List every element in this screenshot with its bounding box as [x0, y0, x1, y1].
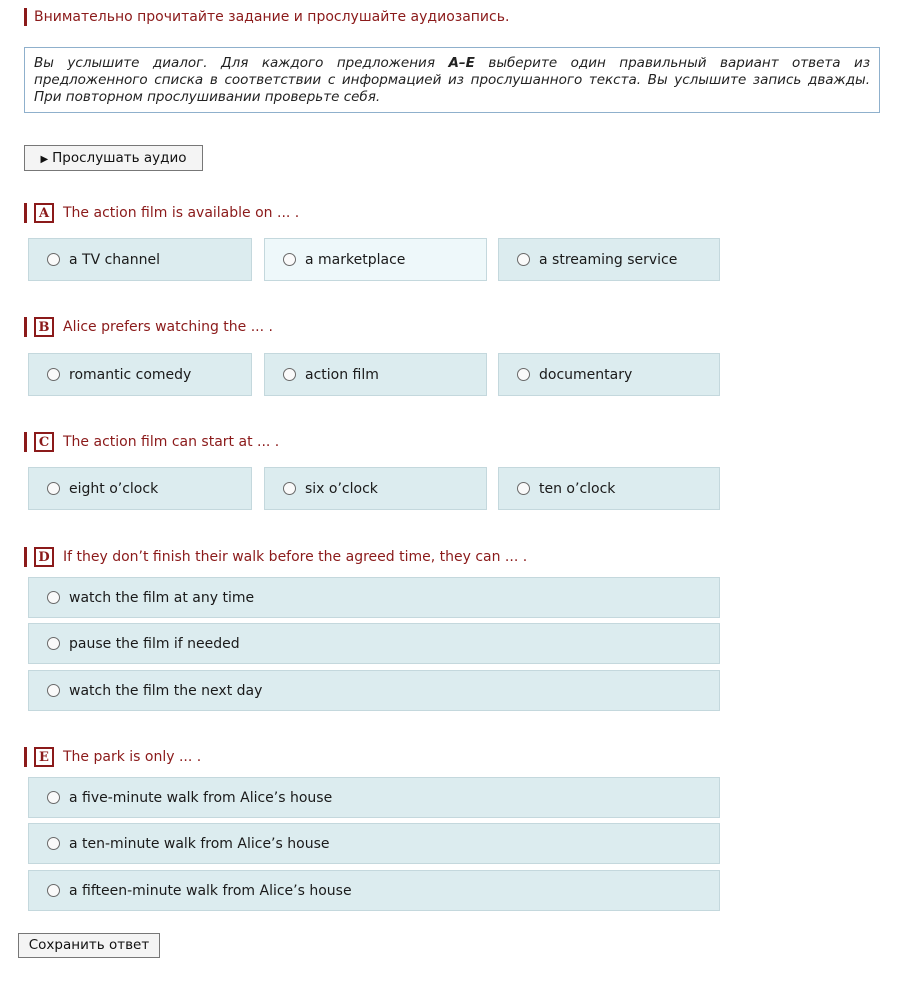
option-label: romantic comedy: [69, 366, 192, 383]
option-label: action film: [305, 366, 379, 383]
radio-button[interactable]: [283, 368, 296, 381]
play-audio-button[interactable]: [24, 145, 203, 171]
radio-button[interactable]: [47, 684, 60, 697]
question-b: [24, 316, 273, 338]
question-letter-box: C: [34, 432, 54, 452]
option-d3[interactable]: [28, 670, 720, 711]
task-text-bold: A–E: [448, 55, 475, 71]
question-marker: [24, 317, 27, 337]
option-a3[interactable]: [498, 238, 720, 281]
radio-button[interactable]: [47, 253, 60, 266]
question-marker: [24, 203, 27, 223]
question-letter-box: A: [34, 203, 54, 223]
radio-button[interactable]: [47, 884, 60, 897]
task-description: [24, 47, 880, 113]
option-e3[interactable]: [28, 870, 720, 911]
question-letter-box: B: [34, 317, 54, 337]
question-e: [24, 746, 201, 768]
question-text: The action film can start at ... .: [63, 434, 280, 450]
option-label: eight o’clock: [69, 480, 159, 497]
question-marker: [24, 747, 27, 767]
task-text-part1: Вы услышите диалог. Для каждого предложения: [34, 55, 449, 71]
radio-button[interactable]: [283, 482, 296, 495]
option-label: a five-minute walk from Alice’s house: [69, 789, 333, 806]
question-text: The action film is available on ... .: [63, 205, 300, 221]
question-text: The park is only ... .: [63, 749, 202, 765]
question-marker: [24, 432, 27, 452]
radio-button[interactable]: [47, 482, 60, 495]
play-audio-label: Прослушать аудио: [52, 150, 187, 166]
question-d: [24, 546, 527, 568]
radio-button[interactable]: [517, 368, 530, 381]
instruction-text: Внимательно прочитайте задание и прослушайте аудиозапись.: [24, 8, 509, 26]
option-label: six o’clock: [305, 480, 378, 497]
option-label: a TV channel: [69, 251, 161, 268]
option-label: watch the film the next day: [69, 682, 263, 699]
option-label: watch the film at any time: [69, 589, 255, 606]
radio-button[interactable]: [517, 482, 530, 495]
option-label: documentary: [539, 366, 633, 383]
radio-button[interactable]: [47, 368, 60, 381]
option-label: pause the film if needed: [69, 635, 240, 652]
question-letter-box: E: [34, 747, 54, 767]
save-answer-button[interactable]: Сохранить ответ: [18, 933, 160, 958]
radio-button[interactable]: [47, 837, 60, 850]
task-text-part2: выберите один правильный вариант ответа из предложенного списка в соответствии с информацией из прослушанного текста. Вы услышите запись дважды. При повторном прослушивании проверьте себя.: [34, 55, 871, 105]
radio-button[interactable]: [47, 591, 60, 604]
radio-button[interactable]: [517, 253, 530, 266]
option-e2[interactable]: [28, 823, 720, 864]
question-marker: [24, 547, 27, 567]
question-c: [24, 431, 279, 453]
option-label: a ten-minute walk from Alice’s house: [69, 835, 330, 852]
option-label: ten o’clock: [539, 480, 616, 497]
question-a: [24, 202, 299, 224]
option-b3[interactable]: [498, 353, 720, 396]
option-label: a fifteen-minute walk from Alice’s house: [69, 882, 352, 899]
option-b1[interactable]: [28, 353, 252, 396]
option-c1[interactable]: [28, 467, 252, 510]
question-text: If they don’t finish their walk before the agreed time, they can ... .: [63, 549, 528, 565]
option-e1[interactable]: [28, 777, 720, 818]
radio-button[interactable]: [283, 253, 296, 266]
option-c2[interactable]: [264, 467, 487, 510]
option-c3[interactable]: [498, 467, 720, 510]
question-text: Alice prefers watching the ... .: [63, 319, 273, 335]
radio-button[interactable]: [47, 637, 60, 650]
radio-button[interactable]: [47, 791, 60, 804]
option-label: a marketplace: [305, 251, 406, 268]
option-d1[interactable]: [28, 577, 720, 618]
option-a1[interactable]: [28, 238, 252, 281]
option-d2[interactable]: [28, 623, 720, 664]
option-label: a streaming service: [539, 251, 678, 268]
option-b2[interactable]: [264, 353, 487, 396]
play-icon: ▶: [40, 154, 49, 165]
option-a2[interactable]: [264, 238, 487, 281]
question-letter-box: D: [34, 547, 54, 567]
